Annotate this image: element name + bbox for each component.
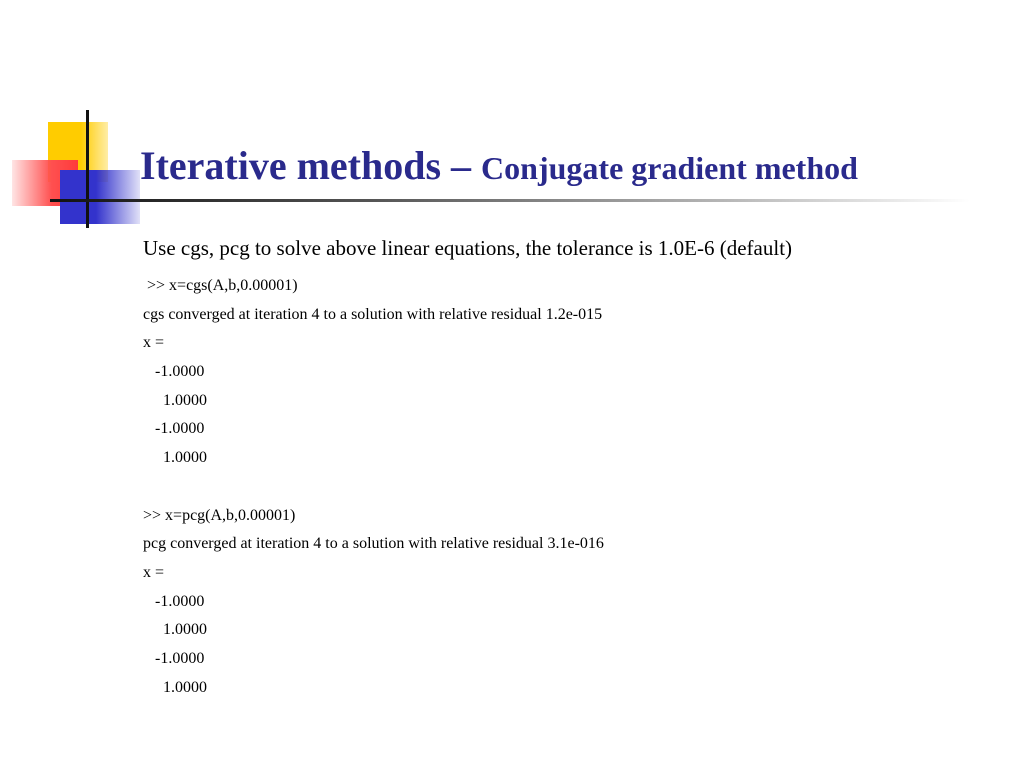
- console-line: [143, 473, 1003, 502]
- blue-square-decoration: [60, 170, 140, 224]
- console-line: 1.0000: [143, 449, 207, 467]
- title-subtitle: Conjugate gradient method: [481, 150, 858, 186]
- console-line: 1.0000: [143, 391, 207, 409]
- console-line: pcg converged at iteration 4 to a solution with relative residual 3.1e-016: [143, 535, 604, 553]
- console-line: 1.0000: [143, 678, 207, 696]
- console-line: >> x=cgs(A,b,0.00001): [143, 277, 298, 294]
- vertical-rule: [86, 110, 89, 228]
- console-output: [143, 272, 1003, 702]
- title-decoration: [0, 0, 140, 240]
- console-line: cgs converged at iteration 4 to a solution with relative residual 1.2e-015: [143, 305, 603, 323]
- console-line: x =: [143, 334, 165, 352]
- console-line: x =: [143, 563, 165, 581]
- console-line: >> x=pcg(A,b,0.00001): [143, 506, 296, 524]
- console-line: -1.0000: [143, 363, 205, 381]
- console-line: 1.0000: [143, 621, 207, 639]
- title-underline: [50, 199, 970, 202]
- slide-body: [143, 232, 1003, 702]
- console-line: -1.0000: [143, 420, 205, 438]
- page-title: [140, 142, 858, 189]
- console-line: -1.0000: [143, 649, 205, 667]
- console-line: -1.0000: [143, 592, 205, 610]
- title-main: Iterative methods –: [140, 143, 482, 188]
- intro-text: Use cgs, pcg to solve above linear equations, the tolerance is 1.0E-6 (default): [143, 236, 793, 260]
